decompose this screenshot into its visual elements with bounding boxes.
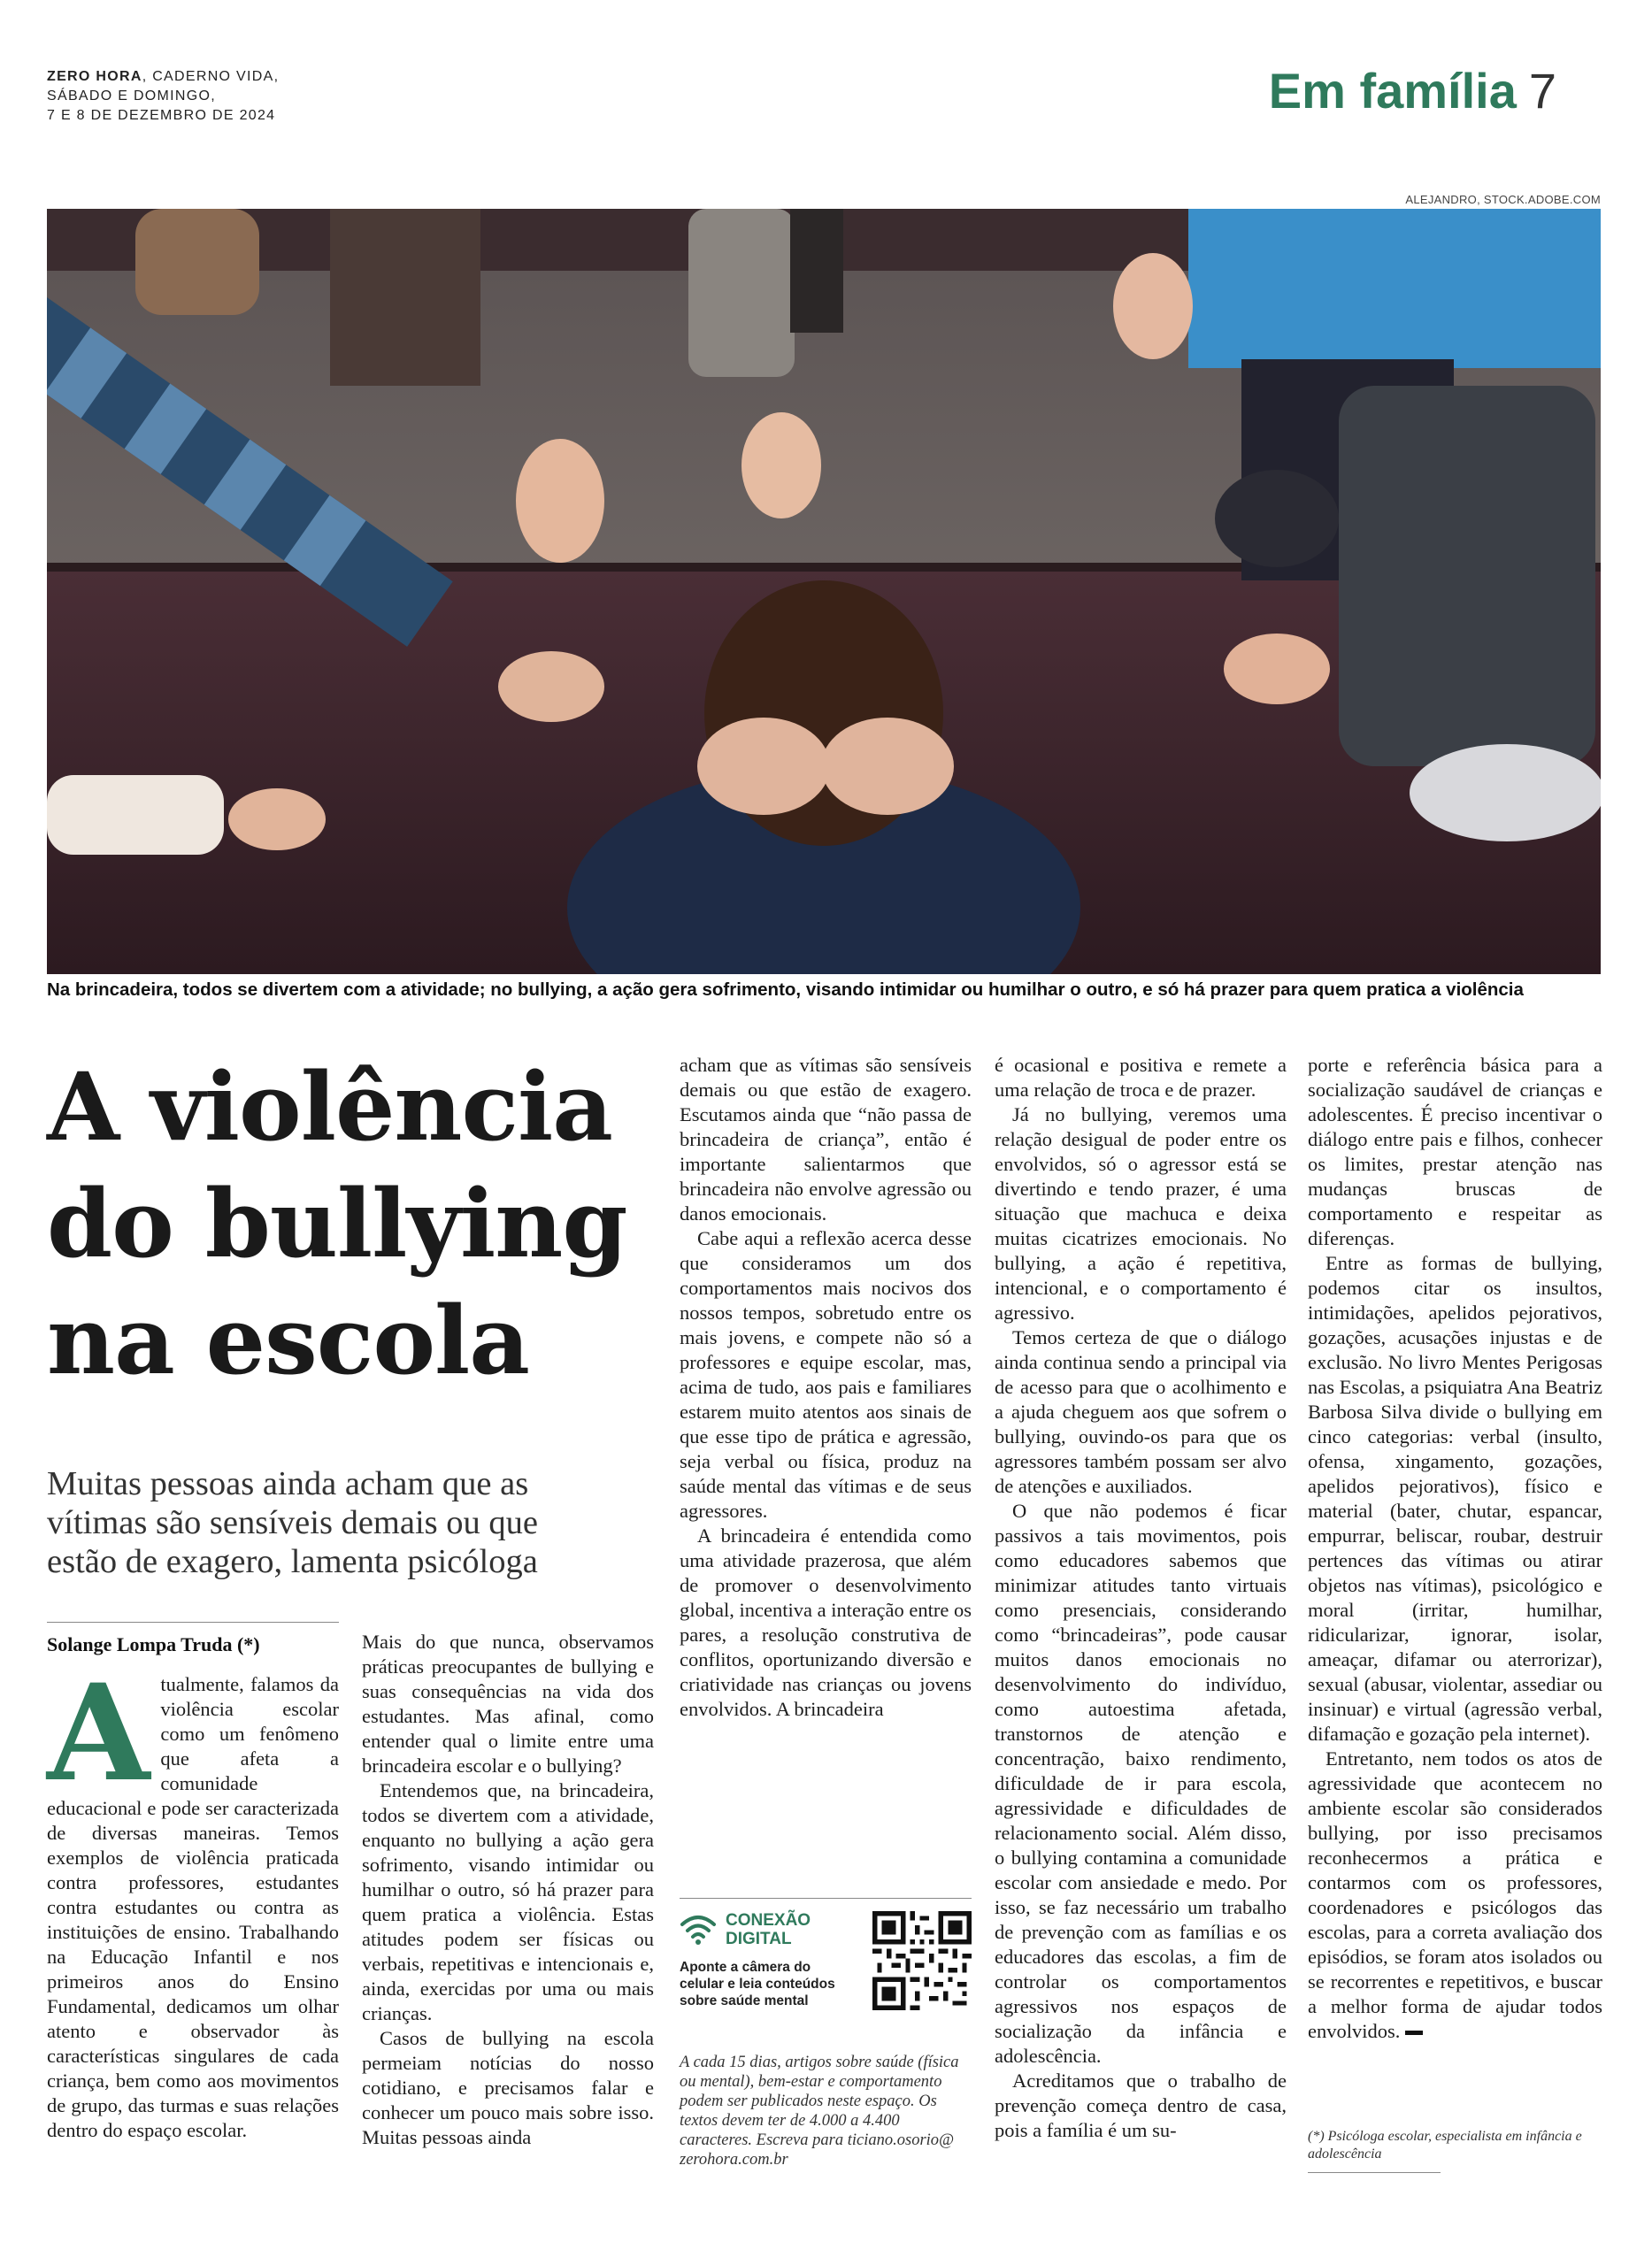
photo-credit: ALEJANDRO, STOCK.ADOBE.COM: [1405, 193, 1601, 206]
paragraph: acham que as vítimas são sensíveis demais ou que estão de exagero. Escutamos ainda que “não passa de brincadeira de criança”, então é importante salientarmos que brincadeira não envolve agressão ou danos emocionais.: [680, 1054, 972, 1225]
page-number: 7: [1528, 63, 1556, 119]
headline: [47, 1048, 666, 1399]
box-title-2: DIGITAL: [726, 1930, 792, 1948]
byline-rule: [47, 1622, 339, 1623]
paragraph: Entretanto, nem todos os atos de agressividade que acontecem no ambiente escolar são considerados bullying, por isso precisamos reconhecermos a prática e contarmos com os professores, coordenadores e psicólogos das escolas, para a correta avaliação dos episódios, se foram atos isolados ou se recorrentes e repetitivos, e buscar a melhor forma de ajudar todos envolvidos.: [1308, 1747, 1602, 2042]
body-column-2: [362, 1630, 654, 2150]
footnote-rule: [1308, 2172, 1441, 2173]
paragraph: Cabe aqui a reflexão acerca desse que consideramos um dos comportamentos mais nocivos dos nossos tempos, sobretudo entre os mais jovens, e compete não só a professores e equipe escolar, mas, acima de tudo, aos pais e familiares estarem muito atentos aos sinais de que esse tipo de prática e agressão, seja verbal ou física, produz na saúde mental das vítimas e de seus agressores.: [680, 1227, 972, 1522]
box-note: A cada 15 dias, artigos sobre saúde (física ou mental), bem-estar e comportamento podem ser publicados neste espaço. Os textos devem ter de 4.000 a 4.400 caracteres. Escreva para ticiano.osorio@ zerohora.com.br: [680, 2054, 959, 2169]
masthead-line1: , CADERNO VIDA,: [142, 69, 280, 84]
paragraph: Entre as formas de bullying, podemos citar os insultos, intimidações, apelidos pejorativos, gozações, acusações injustas e de exclusão. No livro Mentes Perigosas nas Escolas, a psiquiatra Ana Beatriz Barbosa Silva divide o bullying em cinco categorias: verbal (insulto, ofensa, xingamento, gozações, apelidos pejorativos), físico e material (bater, chutar, espancar, empurrar, beliscar, roubar, destruir pertences das vítimas ou atirar objetos nas vítimas), psicológico e moral (irritar, humilhar, ridicularizar, ignorar, isolar, ameaçar, difamar ou aterrorizar), sexual (abusar, violentar, assediar ou insinuar) e virtual (agressão verbal, difamação e gozação pela internet).: [1308, 1252, 1602, 1745]
paper-name: ZERO HORA: [47, 69, 142, 84]
photo-illustration: [47, 209, 1601, 974]
headline-line-2: do bullying: [47, 1168, 627, 1279]
headline-line-1: A violência: [47, 1051, 612, 1162]
byline: Solange Lompa Truda (*): [47, 1633, 260, 1655]
conexao-digital-box: [680, 1911, 972, 2010]
wifi-icon: [680, 1914, 717, 1946]
body-column-4: [995, 1053, 1287, 2143]
masthead-info: [47, 67, 279, 126]
paragraph: O que não podemos é ficar passivos a tais movimentos, pois como educadores sabemos que minimizar atitudes tanto virtuais como presenciais, considerando como “brincadeiras”, pode causar muitos danos emocionais no desenvolvimento do indivíduo, como autoestima afetada, transtornos de atenção e concentração, baixo rendimento, dificuldade de ir para escola, agressividade e dificuldades de relacionamento social. Além disso, o bullying contamina a comunidade escolar com ansiedade e medo. Por isso, se faz necessário um trabalho de prevenção com as famílias e os educadores das escolas, a fim de controlar os comportamentos agressivos nos espaços de socialização da infância e adolescência.: [995, 1500, 1287, 2067]
dropcap: A: [47, 1655, 150, 1811]
paragraph: tualmente, falamos da violência escolar como um fenômeno que afeta a comunidade educacional e pode ser caracterizada de diversas maneiras. Temos exemplos de violência praticada contra professores, estudantes contra estudantes ou contra as instituições de ensino. Trabalhando na Educação Infantil e nos primeiros anos do Ensino Fundamental, dedicamos um olhar atento e observador às características singulares de cada criança, bem como aos movimentos de grupo, das turmas e suas relações dentro do espaço escolar.: [47, 1673, 339, 2141]
paragraph: A brincadeira é entendida como uma atividade prazerosa, que além de promover o desenvolvimento global, incentiva a interação entre os pares, a resolução construtiva de conflitos, oportunizando diversão e criatividade nas crianças ou jovens envolvidos. A brincadeira: [680, 1524, 972, 1720]
paragraph: Entendemos que, na brincadeira, todos se divertem com a atividade, enquanto no bullying a ação gera sofrimento, visando intimidar ou humilhar o outro, só há prazer para quem pratica a violência. Estas atitudes podem ser físicas ou verbais, repetitivas e intencionais e, ainda, exercidas por uma ou mais crianças.: [362, 1779, 654, 2024]
photo-caption: Na brincadeira, todos se divertem com a atividade; no bullying, a ação gera sofrimento, visando intimidar ou humilhar o outro, e só há prazer para quem pratica a violência: [47, 979, 1524, 1000]
section-title: [1269, 62, 1556, 119]
box-title-1: CONEXÃO: [726, 1911, 811, 1930]
article-photo: [47, 209, 1601, 974]
paragraph: Já no bullying, veremos uma relação desigual de poder entre os envolvidos, só o agressor está se divertindo e tendo prazer, é uma situação que machuca e deixa muitas cicatrizes emocionais. No bullying, a ação é repetitiva, intencional, e o comportamento é agressivo.: [995, 1103, 1287, 1324]
paragraph: Mais do que nunca, observamos práticas preocupantes de bullying e suas consequências na vida dos estudantes. Mas afinal, como entender qual o limite entre uma brincadeira escolar e o bullying?: [362, 1631, 654, 1777]
headline-line-3: na escola: [47, 1285, 529, 1395]
paragraph: é ocasional e positiva e remete a uma relação de troca e de prazer.: [995, 1054, 1287, 1101]
paragraph: Casos de bullying na escola permeiam notícias do nosso cotidiano, e precisamos falar e conhecer um pouco mais sobre isso. Muitas pessoas ainda: [362, 2027, 654, 2148]
subtitle: Muitas pessoas ainda acham que as vítimas são sensíveis demais ou que estão de exagero, lamenta psicóloga: [47, 1465, 538, 1580]
body-column-3: [680, 1053, 972, 1722]
author-footnote: (*) Psicóloga escolar, especialista em infância e adolescência: [1308, 2129, 1582, 2162]
paragraph: porte e referência básica para a socialização saudável de crianças e adolescentes. É preciso incentivar o diálogo entre pais e filhos, conhecer os limites, prestar atenção nas mudanças bruscas de comportamento e respeitar as diferenças.: [1308, 1054, 1602, 1249]
box-rule: [680, 1898, 972, 1899]
masthead-line2: SÁBADO E DOMINGO,: [47, 88, 217, 104]
qr-code[interactable]: [872, 1911, 972, 2010]
masthead-date: 7 E 8 DE DEZEMBRO DE 2024: [47, 108, 276, 123]
body-column-5: [1308, 1053, 1602, 2044]
box-instruction: Aponte a câmera do celular e leia conteúdos sobre saúde mental: [680, 1960, 835, 2008]
paragraph: Temos certeza de que o diálogo ainda continua sendo a principal via de acesso para que o acolhimento e a ajuda cheguem aos que sofrem o bullying, ouvindo-os para que os agressores também possam ser alvo de atenções e auxiliados.: [995, 1326, 1287, 1497]
paragraph: Acreditamos que o trabalho de prevenção começa dentro de casa, pois a família é um su-: [995, 2070, 1287, 2141]
section-name: Em família: [1268, 63, 1517, 119]
body-column-1: [47, 1655, 339, 2143]
end-mark: [1405, 2031, 1423, 2035]
